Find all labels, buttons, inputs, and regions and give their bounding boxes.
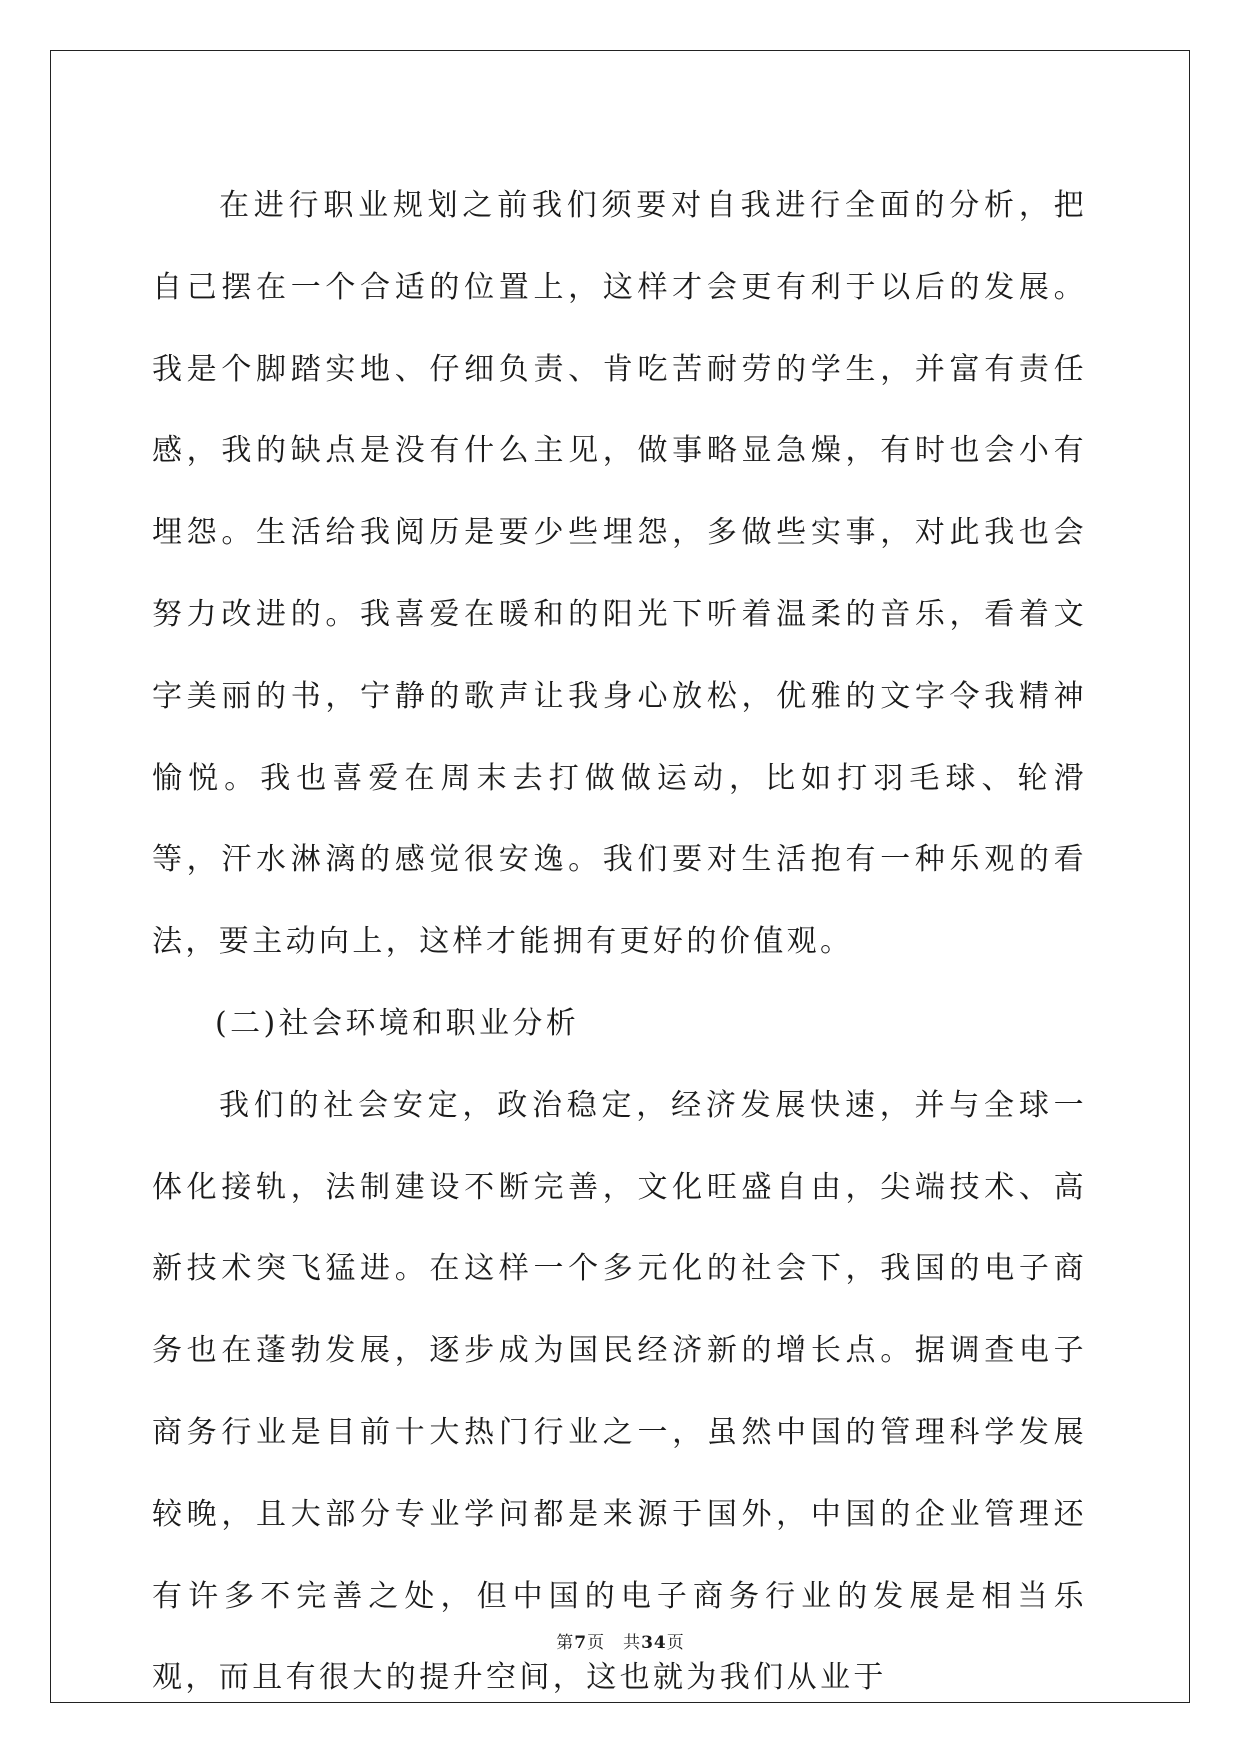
paragraph-social-environment: 我们的社会安定，政治稳定，经济发展快速，并与全球一体化接轨，法制建设不断完善，文化旺盛自由，尖端技术、高新技术突飞猛进。在这样一个多元化的社会下，我国的电子商务也在蓬勃发展，逐步成为国民经济新的增长点。据调查电子商务行业是目前十大热门行业之一，虽然中国的管理科学发展较晚，且大部分专业学问都是来源于国外，中国的企业管理还有许多不完善之处，但中国的电子商务行业的发展是相当乐观，而且有很大的提升空间，这也就为我们从业于	[152, 1087, 1087, 1696]
footer-total-unit: 页	[666, 1633, 685, 1653]
footer-current-page: 7	[574, 1633, 588, 1653]
footer-total-prefix: 共	[623, 1633, 642, 1653]
footer-prefix: 第	[556, 1633, 575, 1653]
section-heading: (二)社会环境和职业分析	[215, 1005, 580, 1041]
footer-total-pages: 34	[641, 1633, 667, 1653]
footer-page-unit: 页	[587, 1633, 606, 1653]
document-body	[152, 165, 1087, 1719]
paragraph-self-analysis: 在进行职业规划之前我们须要对自我进行全面的分析，把自己摆在一个合适的位置上，这样才会更有利于以后的发展。我是个脚踏实地、仔细负责、肯吃苦耐劳的学生，并富有责任感，我的缺点是没有什么主见，做事略显急燥，有时也会小有埋怨。生活给我阅历是要少些埋怨，多做些实事，对此我也会努力改进的。我喜爱在暖和的阳光下听着温柔的音乐，看着文字美丽的书，宁静的歌声让我身心放松，优雅的文字令我精神愉悦。我也喜爱在周末去打做做运动，比如打羽毛球、轮滑等，汗水淋漓的感觉很安逸。我们要对生活抱有一种乐观的看法，要主动向上，这样才能拥有更好的价值观。	[152, 188, 1087, 960]
page-footer	[0, 1628, 1241, 1653]
